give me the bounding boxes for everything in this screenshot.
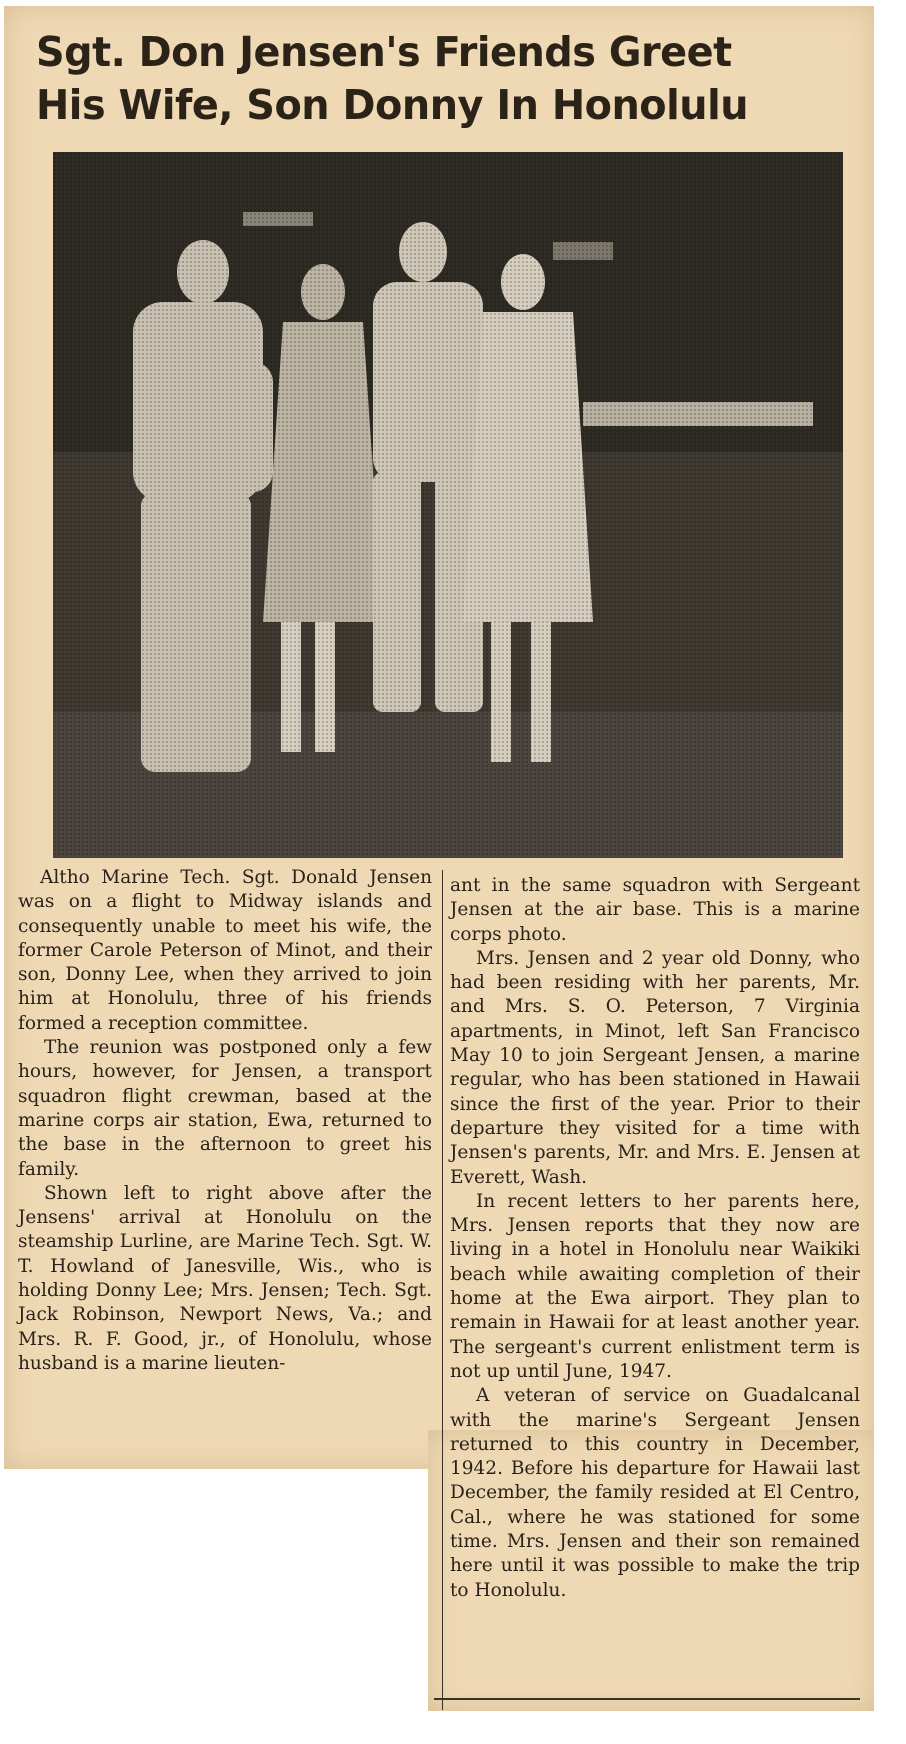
end-rule xyxy=(434,1698,860,1700)
article-paragraph: Shown left to right above after the Jensens' arrival at Honolulu on the steamship Lurline, are Marine Tech. Sgt. W. T. Howland of Janesville, Wis., who is holding Donny Lee; Mrs. Jensen; Tech. Sgt. Jack Robinson, Newport News, Va.; and Mrs. R. F. Good, jr., of Honolulu, whose husband is a marine lieuten- xyxy=(18,1182,432,1374)
article-paragraph: The reunion was postponed only a few hours, however, for Jensen, a transport squadron flight crewman, based at the marine corps air station, Ewa, returned to the base in the afternoon to greet his family. xyxy=(18,1037,432,1180)
group-photo-drawing xyxy=(53,152,843,858)
article-column-1 xyxy=(18,866,432,1376)
column-rule xyxy=(442,870,443,1710)
headline-line-2: His Wife, Son Donny In Honolulu xyxy=(36,81,749,129)
article-column-2 xyxy=(450,874,860,1603)
article-paragraph: Mrs. Jensen and 2 year old Donny, who had been residing with her parents, Mr. and Mrs. S. O. Peterson, 7 Virginia apartments, in Minot, left San Francisco May 10 to join Sergeant Jensen, a marine regular, who has been stationed in Hawaii since the first of the year. Prior to their departure they visited for a time with Jensen's parents, Mr. and Mrs. E. Jensen at Everett, Wash. xyxy=(450,947,860,1188)
article-paragraph: ant in the same squadron with Sergeant Jensen at the air base. This is a marine corps photo. xyxy=(450,875,860,945)
article-paragraph: A veteran of service on Guadalcanal with the marine's Sergeant Jensen returned to this country in December, 1942. Before his departure for Hawaii last December, the family resided at El Centro, Cal., where he was stationed for some time. Mrs. Jensen and their son remained here until it was possible to make the trip to Honolulu. xyxy=(450,1385,860,1601)
halftone-group-photo-icon xyxy=(53,152,843,858)
headline-line-1: Sgt. Don Jensen's Friends Greet xyxy=(36,28,732,76)
headline xyxy=(36,26,812,132)
article-paragraph: In recent letters to her parents here, Mrs. Jensen reports that they now are living in a hotel in Honolulu near Waikiki beach while awaiting completion of their home at the Ewa airport. They plan to remain in Hawaii for at least another year. The sergeant's current enlistment term is not up until June, 1947. xyxy=(450,1190,860,1382)
article-paragraph: Altho Marine Tech. Sgt. Donald Jensen was on a flight to Midway islands and consequently unable to meet his wife, the former Carole Peterson of Minot, and their son, Donny Lee, when they arrived to join him at Honolulu, three of his friends formed a reception committee. xyxy=(18,867,432,1034)
